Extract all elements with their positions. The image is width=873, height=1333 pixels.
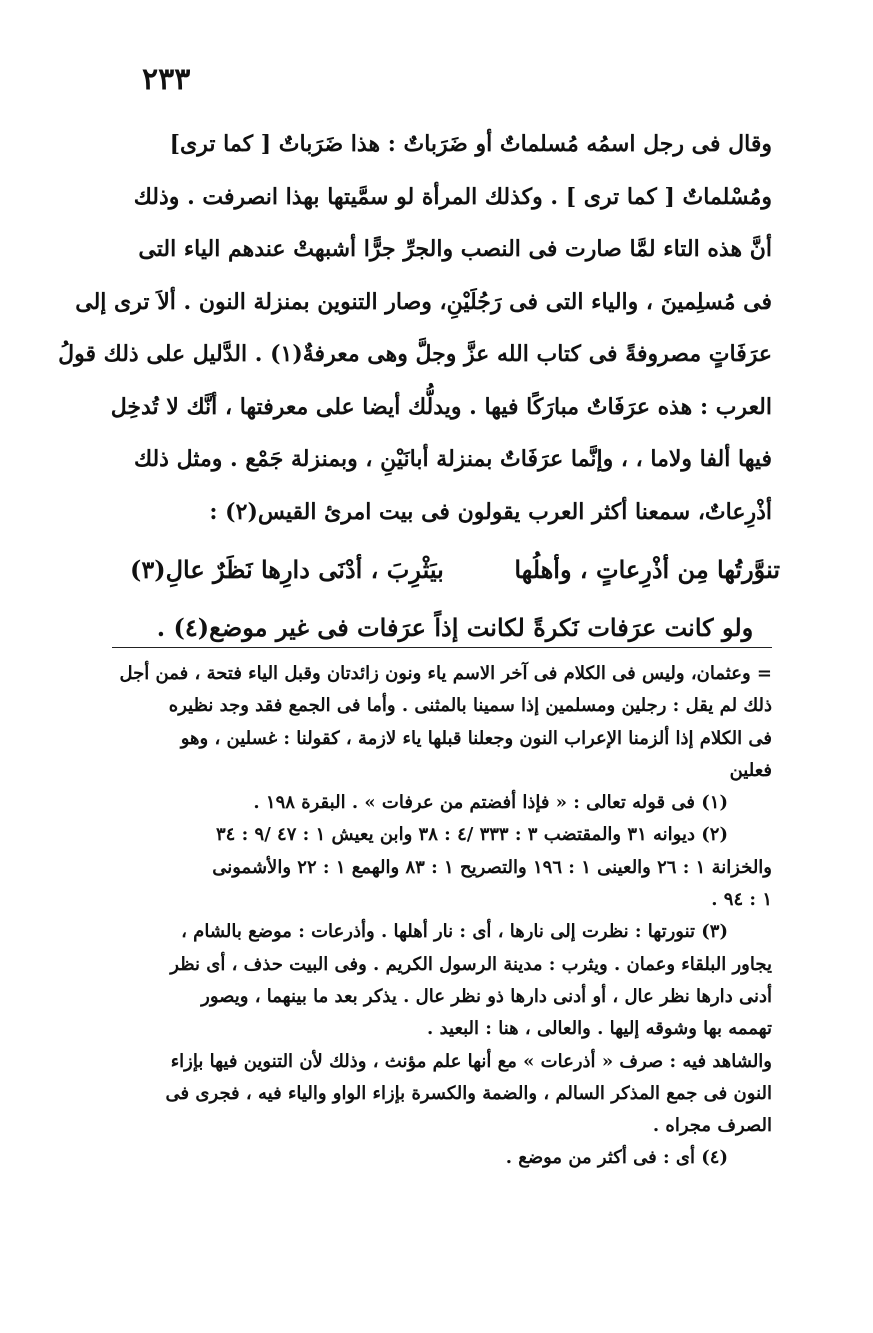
text-line: العرب : هذه عرَفَاتٌ مبارَكًا فيها . ويدلُّك أيضا على معرفتها ، أنَّك لا تُدخِل	[110, 393, 772, 420]
footnote-continuation-line: فى الكلام إذا ألزمنا الإعراب النون وجعلنا قبلها ياء لازمة ، كقولنا : غسلين ، وهو	[180, 727, 772, 749]
verse-hemistich-first: تنوَّرتُها مِن أذْرِعاتٍ ، وأهلُها	[514, 554, 780, 584]
text-line: عرَفَاتٍ مصروفةً فى كتاب الله عزَّ وجلَّ وهى معرفةٌ(١) . الدَّليل على ذلك قولُ	[58, 341, 772, 367]
footnote-2: (٢) ديوانه ٣١ والمقتضب ٣ : ٣٣٣ /٤ : ٣٨ وابن يعيش ١ : ٤٧ /٩ : ٣٤	[216, 824, 728, 846]
verse-line	[130, 540, 780, 598]
footnote-3-line: النون فى جمع المذكر السالم ، والضمة والكسرة بإزاء الواو والياء فيه ، فجرى فى	[165, 1082, 772, 1104]
footnote-continuation-line: فعلين	[729, 759, 772, 781]
footnote-continuation-line: ذلك لم يقل : رجلين ومسلمين إذا سمينا بالمثنى . وأما فى الجمع فقد وجد نظيره	[168, 695, 772, 717]
footnote-3-line: الصرف مجراه .	[652, 1115, 772, 1137]
footnote-2-line: ١ : ٩٤ .	[711, 889, 772, 911]
text-line: فيها ألفا ولاما ، ، وإنَّما عرَفَاتٌ بمنزلة أبانَيْنِ ، وبمنزلة جَمْع . ومثل ذلك	[133, 446, 772, 472]
footnote-3-line: تهممه بها وشوقه إليها . والعالى ، هنا : البعيد .	[427, 1018, 772, 1040]
verse-hemistich-second: بيَثْرِبَ ، أدْنَى دارِها نَظَرٌ عالِ(٣)	[130, 554, 444, 584]
footnote-3-line: يجاور البلقاء وعمان . ويثرب : مدينة الرسول الكريم . وفى البيت حذف ، أى نظر	[170, 953, 772, 975]
footnote-3-line: أدنى دارها نظر عال ، أو أدنى دارها ذو نظر عال . يذكر بعد ما بينهما ، ويصور	[201, 985, 772, 1007]
footnotes	[112, 658, 772, 1175]
text-line: ومُسْلماتٌ [ كما ترى ] . وكذلك المرأة لو سمَّيتها بهذا انصرفت . وذلك	[133, 183, 772, 210]
footnote-1: (١) فى قوله تعالى : « فإذا أفضتم من عرفات » . البقرة ١٩٨ .	[253, 792, 728, 814]
footnote-2-line: والخزانة ١ : ٢٦ والعينى ١ : ١٩٦ والتصريح ١ : ٨٣ والهمع ١ : ٢٢ والأشمونى	[212, 856, 772, 878]
footnote-3-line: والشاهد فيه : صرف « أذرعات » مع أنها علم مؤنث ، وذلك لأن التنوين فيها بإزاء	[170, 1050, 772, 1072]
text-line: أنَّ هذه التاء لمَّا صارت فى النصب والجرِّ جرًّا أشبهتْ عندهم الياء التى	[138, 236, 772, 262]
text-line: وقال فى رجل اسمُه مُسلماتٌ أو ضَرَباتٌ : هذا ضَرَباتٌ [ كما ترى]	[169, 131, 772, 157]
main-text	[58, 118, 772, 538]
text-line: أذْرِعاتٌ، سمعنا أكثر العرب يقولون فى بيت امرئ القيس(٢) :	[209, 498, 772, 525]
footnote-4: (٤) أى : فى أكثر من موضع .	[505, 1147, 728, 1169]
verse-block	[130, 540, 780, 656]
page-number: ٢٣٣	[142, 62, 191, 97]
footnote-continuation-line: = وعثمان، وليس فى الكلام فى آخر الاسم ياء ونون زائدتان وقبل الياء فتحة ، فمن أجل	[119, 663, 772, 684]
text-line: فى مُسلِمينَ ، والياء التى فى رَجُلَيْنِ، وصار التنوين بمنزلة النون . ألاَ ترى إلى	[75, 288, 772, 315]
closing-sentence: ولو كانت عرَفات نَكرةً لكانت إذاً عرَفات فى غير موضع(٤) .	[156, 612, 754, 642]
footnote-3: (٣) تنورتها : نظرت إلى نارها ، أى : نار أهلها . وأذرعات : موضع بالشام ،	[181, 921, 728, 943]
footnote-divider	[112, 647, 772, 648]
